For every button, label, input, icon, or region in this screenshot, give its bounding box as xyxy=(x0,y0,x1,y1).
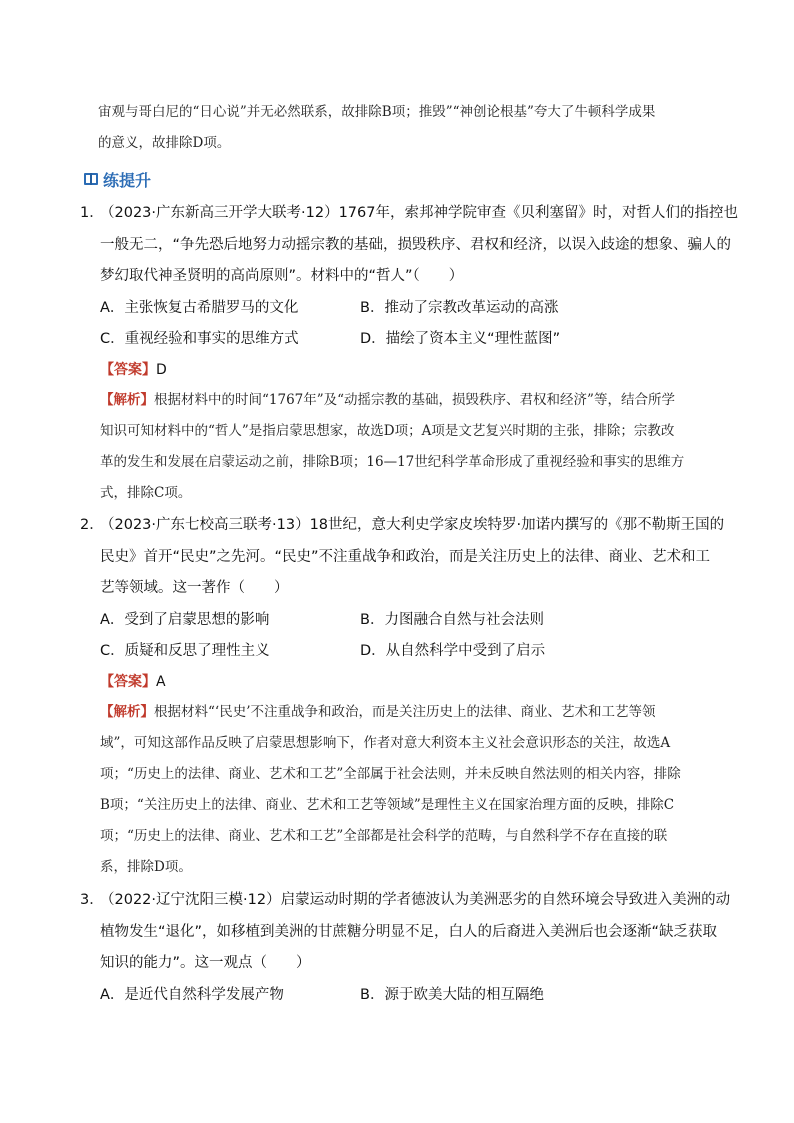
answer-value: D xyxy=(156,361,167,378)
options-row xyxy=(80,636,740,667)
options-row xyxy=(80,605,740,636)
question-stem-line: 一般无二，“争先恐后地努力动摇宗教的基础，损毁秩序、君权和经济，以误入歧途的想象、骗人的 xyxy=(100,236,732,253)
intro-line: 宙观与哥白尼的“日心说”并无必然联系，故排除B项；推毁”“神创论根基”夸大了牛顿科学成果 xyxy=(98,104,656,120)
options-row xyxy=(80,293,740,324)
section-title: 练提升 xyxy=(103,170,152,190)
options-row xyxy=(80,324,740,355)
book-icon xyxy=(83,171,99,187)
option-c: C．质疑和反思了理性主义 xyxy=(100,642,270,659)
question-number: 2． xyxy=(80,517,104,533)
option-a: A．受到了启蒙思想的影响 xyxy=(100,611,270,628)
question-2 xyxy=(80,510,740,883)
question-stem-line: 知识的能力”。这一观点（ ） xyxy=(100,955,311,971)
answer-value: A xyxy=(156,673,166,690)
question-3 xyxy=(80,885,740,1011)
answer-tag: 【答案】 xyxy=(100,673,156,690)
question-number: 1． xyxy=(80,205,104,221)
option-b: B．源于欧美大陆的相互隔绝 xyxy=(360,986,544,1003)
analysis: 【解析】根据材料中的时间“1767年”及“动摇宗教的基础，损毁秩序、君权和经济”等，结合所学 知识可知材料中的“哲人”是指启蒙思想家，故选D项；A项是文艺复兴时期的主张，排除；宗教改 革的发生和发展在启蒙运动之前，排除B项；16—17世纪科学革命形成了重视经验和事实的思维方 式，排除C项。 xyxy=(100,391,685,501)
question-stem-line: 梦幻取代神圣贤明的高尚原则”。材料中的“哲人”（ ） xyxy=(100,268,464,284)
question-stem: 2．（2023·广东七校高三联考·13）18世纪，意大利史学家皮埃特罗·加诺内撰写的《那不勒斯王国的 xyxy=(80,510,740,542)
option-d: D．从自然科学中受到了启示 xyxy=(360,642,546,659)
analysis-tag: 【解析】 xyxy=(100,391,154,408)
question-stem: 1．（2023·广东新高三开学大联考·12）1767年，索邦神学院审查《贝利塞留》时，对哲人们的指控也 xyxy=(80,198,740,230)
answer-tag: 【答案】 xyxy=(100,361,156,378)
option-c: C．重视经验和事实的思维方式 xyxy=(100,330,299,347)
answer-line xyxy=(80,667,740,697)
analysis: 【解析】根据材料“‘民史’不注重战争和政治，而是关注历史上的法律、商业、艺术和工艺等领 域”，可知这部作品反映了启蒙思想影响下，作者对意大利资本主义社会意识形态的关注，故选A 项；“历史上的法律、商业、艺术和工艺”全部属于社会法则，并未反映自然法则的相关内容，排除 B项；“关注历史上的法律、商业、艺术和工艺等领域”是理性主义在国家治理方面的反映，排除C 项；“历史上的法律、商业、艺术和工艺”全部都是社会科学的范畴，与自然科学不存在直接的联 系，排除D项。 xyxy=(100,703,681,875)
question-stem-line: 植物发生“退化”，如移植到美洲的甘蔗糖分明显不足，白人的后裔进入美洲后也会逐渐“缺乏获取 xyxy=(100,923,718,940)
option-a: A．是近代自然科学发展产物 xyxy=(100,986,284,1003)
option-a: A．主张恢复古希腊罗马的文化 xyxy=(100,299,299,316)
option-b: B．推动了宗教改革运动的高涨 xyxy=(360,299,559,316)
question-1 xyxy=(80,198,740,509)
question-stem-line: 艺等领域。这一著作（ ） xyxy=(100,580,289,596)
section-header xyxy=(83,168,151,190)
option-d: D．描绘了资本主义“理性蓝图” xyxy=(360,330,561,347)
options-row xyxy=(80,980,740,1011)
question-stem-line: 民史》首开“民史”之先河。“民史”不注重战争和政治，而是关注历史上的法律、商业、艺术和工 xyxy=(100,548,711,565)
question-stem: 3．（2022·辽宁沈阳三模·12）启蒙运动时期的学者德波认为美洲恶劣的自然环境会导致进入美洲的动 xyxy=(80,885,740,917)
question-number: 3． xyxy=(80,892,104,908)
answer-line xyxy=(80,355,740,385)
analysis-tag: 【解析】 xyxy=(100,703,154,720)
option-b: B．力图融合自然与社会法则 xyxy=(360,611,544,628)
intro-line: 的意义，故排除D项。 xyxy=(98,135,231,151)
previous-analysis-continuation xyxy=(98,97,738,159)
